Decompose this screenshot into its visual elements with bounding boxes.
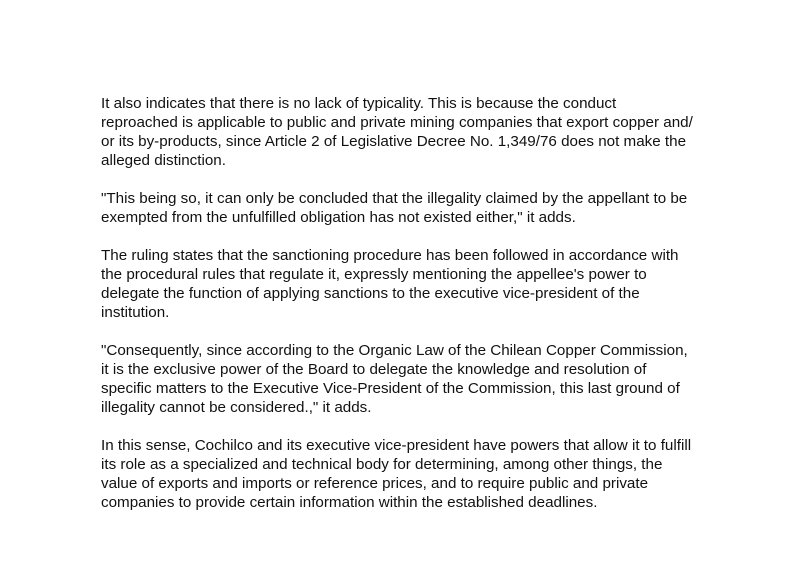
paragraph-sanctioning-procedure: The ruling states that the sanctioning procedure has been followed in accordance with the procedural rules that regulate it, expressly mentioning the appellee's power to delegate the function of applying sanctions to the executive vice-president of the institution.	[101, 247, 679, 321]
paragraph-cochilco-powers: In this sense, Cochilco and its executive vice-president have powers that allow it to fulfill its role as a specialized and technical body for determining, among other things, the value of exports and imports or reference prices, and to require public and private companies to provide certain information within the established deadlines.	[101, 437, 692, 511]
paragraph-typicality: It also indicates that there is no lack of typicality. This is because the conduct reproached is applicable to public and private mining companies that export copper and/ or its by-products, since Article 2 of Legislative Decree No. 1,349/76 does not make the alleged distinction.	[101, 95, 693, 169]
paragraph-organic-law-quote: "Consequently, since according to the Organic Law of the Chilean Copper Commission, it is the exclusive power of the Board to delegate the knowledge and resolution of specific matters to the Executive Vice-President of the Commission, this last ground of illegality cannot be considered.," it adds.	[101, 342, 688, 416]
document-body	[101, 94, 713, 512]
paragraph-illegality-quote: "This being so, it can only be concluded that the illegality claimed by the appellant to be exempted from the unfulfilled obligation has not existed either," it adds.	[101, 190, 688, 226]
